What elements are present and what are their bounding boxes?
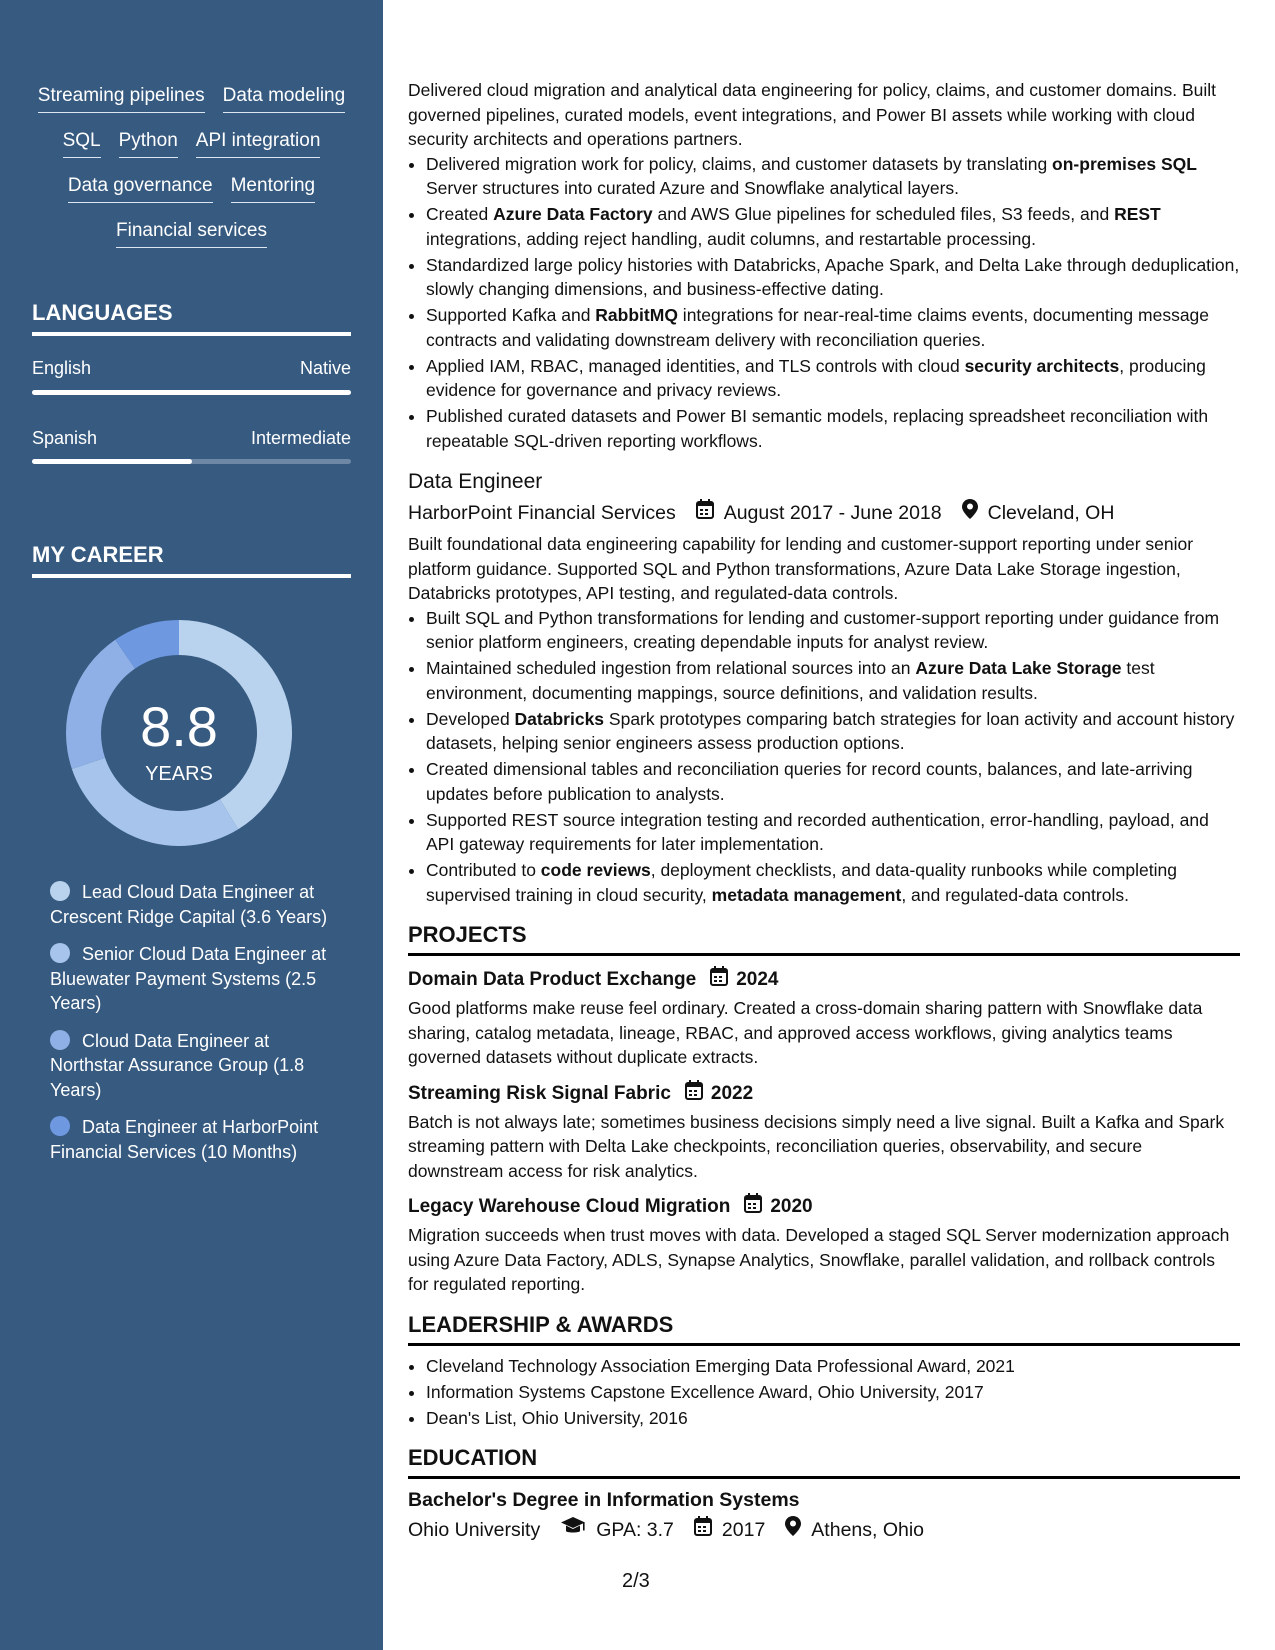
- experience-bullets: [408, 152, 1240, 454]
- experience-bullet: • Standardized large policy histories with Databricks, Apache Spark, and Delta Lake through deduplication, slowly changing dimensions, and business-effective dating.: [426, 253, 1240, 302]
- education-year: 2017: [721, 1518, 766, 1541]
- job-bullet: • Created dimensional tables and reconciliation queries for record counts, balances, and late-arriving updates before publication to analysts.: [426, 757, 1240, 806]
- job-company: HarborPoint Financial Services: [408, 501, 676, 524]
- project-title-row: [408, 1080, 1240, 1108]
- languages-heading: LANGUAGES: [32, 300, 351, 336]
- calendar-icon: [685, 1080, 703, 1108]
- language-bar-fill: [32, 459, 192, 464]
- calendar-icon: [710, 966, 728, 994]
- legend-dot-icon: [50, 943, 70, 963]
- experience-bullet: • Published curated datasets and Power BI semantic models, replacing spreadsheet reconciliation with repeatable SQL-driven reporting workflows.: [426, 404, 1240, 453]
- project-title: Legacy Warehouse Cloud Migration: [408, 1196, 731, 1217]
- career-legend-item: [50, 1115, 335, 1164]
- project-title: Streaming Risk Signal Fabric: [408, 1082, 671, 1104]
- job-title: Data Engineer: [408, 470, 543, 493]
- skill-tag: Data governance: [68, 175, 213, 203]
- language-bar-spanish: [32, 459, 351, 464]
- experience-bullet: • Delivered migration work for policy, claims, and customer datasets by translating on-premises SQL Server structures into curated Azure and Snowflake analytical layers.: [426, 152, 1240, 201]
- job-location: Cleveland, OH: [987, 501, 1115, 524]
- language-name: Spanish: [32, 428, 98, 448]
- project-description: Migration succeeds when trust moves with data. Developed a staged SQL Server modernization approach using Azure Data Factory, ADLS, Synapse Analytics, Snowflake, parallel validation, and rollback controls for regulated reporting.: [408, 1225, 1230, 1294]
- skills-row: [24, 130, 359, 158]
- main-content: [408, 78, 1240, 1549]
- projects-heading: PROJECTS: [408, 921, 1240, 956]
- language-bar-english: [32, 390, 351, 395]
- legend-dot-icon: [50, 881, 70, 901]
- career-heading: MY CAREER: [32, 542, 351, 578]
- skill-tag: Streaming pipelines: [38, 85, 205, 113]
- skills-row: [24, 85, 359, 113]
- language-bar-fill: [32, 390, 351, 395]
- skill-tag: Mentoring: [231, 175, 316, 203]
- career-legend-item: [50, 880, 335, 929]
- skills-row: [24, 175, 359, 203]
- career-donut-chart: [66, 620, 292, 846]
- career-legend-item: [50, 942, 335, 1016]
- skill-tag: API integration: [196, 130, 321, 158]
- education-heading: EDUCATION: [408, 1444, 1240, 1479]
- page-number: 2/3: [622, 1570, 650, 1592]
- project-description: Batch is not always late; sometimes business decisions simply need a live signal. Built a Kafka and Spark streaming pattern with Delta Lake checkpoints, reconciliation queries, observability, and secure downstream access for risk analytics.: [408, 1111, 1225, 1181]
- calendar-icon: [694, 1516, 712, 1543]
- language-row-english: [32, 358, 351, 379]
- project-year: 2022: [710, 1082, 754, 1104]
- language-name: English: [32, 358, 92, 378]
- job-bullet: • Developed Databricks Spark prototypes comparing batch strategies for loan activity and account history datasets, helping senior engineers assess production options.: [426, 707, 1240, 756]
- career-legend: [50, 880, 335, 1177]
- language-level: Native: [299, 358, 351, 378]
- location-pin-icon: [785, 1516, 801, 1543]
- skill-tag: Python: [119, 130, 178, 158]
- project-year: 2024: [736, 969, 779, 990]
- calendar-icon: [744, 1193, 762, 1221]
- career-legend-item: [50, 1029, 335, 1103]
- project-title-row: [408, 1193, 1240, 1221]
- skill-tag: Data modeling: [223, 85, 346, 113]
- career-legend-text: Lead Cloud Data Engineer at Crescent Ridge Capital (3.6 Years): [50, 882, 328, 927]
- award-item: • Dean's List, Ohio University, 2016: [426, 1406, 1240, 1431]
- language-level: Intermediate: [250, 428, 351, 448]
- career-legend-text: Senior Cloud Data Engineer at Bluewater Payment Systems (2.5 Years): [50, 944, 327, 1013]
- award-item: • Cleveland Technology Association Emerging Data Professional Award, 2021: [426, 1354, 1240, 1379]
- job-bullet: • Built SQL and Python transformations for lending and customer-support reporting under guidance from senior platform engineers, creating dependable inputs for analyst review.: [426, 606, 1240, 655]
- intro-paragraph: Delivered cloud migration and analytical data engineering for policy, claims, and customer domains. Built governed pipelines, curated models, event integrations, and Power BI assets while working with cloud security architects and operations partners.: [408, 80, 1217, 149]
- skill-tag: SQL: [63, 130, 101, 158]
- career-legend-text: Data Engineer at HarborPoint Financial Services (10 Months): [50, 1117, 319, 1162]
- legend-dot-icon: [50, 1116, 70, 1136]
- language-row-spanish: [32, 428, 351, 449]
- education-location: Athens, Ohio: [811, 1518, 925, 1541]
- location-pin-icon: [962, 499, 978, 526]
- sidebar: [0, 0, 383, 1650]
- skills-tags: [24, 85, 359, 265]
- project-description: Good platforms make reuse feel ordinary. Created a cross-domain sharing pattern with Snowflake data sharing, catalog metadata, lineage, RBAC, and approved access workflows, giving analytics teams governed datasets without duplicate extracts.: [408, 998, 1203, 1067]
- education-gpa: GPA: 3.7: [596, 1518, 674, 1541]
- career-total: 8.8: [140, 695, 218, 758]
- career-unit: YEARS: [145, 763, 213, 785]
- experience-bullet: • Created Azure Data Factory and AWS Glue pipelines for scheduled files, S3 feeds, and REST integrations, adding reject handling, audit columns, and restartable processing.: [426, 202, 1240, 251]
- skill-tag: Financial services: [116, 220, 267, 248]
- projects-list: [408, 966, 1240, 1297]
- job-summary: Built foundational data engineering capability for lending and customer-support reporting under senior platform guidance. Supported SQL and Python transformations, Azure Data Lake Storage ingestion, Databricks prototypes, API testing, and regulated-data controls.: [408, 534, 1194, 603]
- career-donut-segment: [66, 640, 135, 769]
- job-dates: August 2017 - June 2018: [723, 501, 942, 524]
- experience-bullet: • Supported Kafka and RabbitMQ integrations for near-real-time claims events, documenting message contracts and validating downstream delivery with reconciliation queries.: [426, 303, 1240, 352]
- award-item: • Information Systems Capstone Excellence Award, Ohio University, 2017: [426, 1380, 1240, 1405]
- job-bullet: • Supported REST source integration testing and recorded authentication, error-handling, payload, and API gateway requirements for later implementation.: [426, 808, 1240, 857]
- legend-dot-icon: [50, 1030, 70, 1050]
- education-degree: Bachelor's Degree in Information Systems: [408, 1489, 800, 1511]
- project-title: Domain Data Product Exchange: [408, 969, 697, 990]
- awards-heading: LEADERSHIP & AWARDS: [408, 1311, 1240, 1346]
- skills-row: [24, 220, 359, 248]
- job-meta: [408, 499, 1240, 526]
- job-bullet: • Maintained scheduled ingestion from relational sources into an Azure Data Lake Storage test environment, documenting mappings, source definitions, and validation results.: [426, 656, 1240, 705]
- project-year: 2020: [770, 1196, 813, 1217]
- job-bullets: [408, 606, 1240, 908]
- awards-list: [408, 1354, 1240, 1431]
- graduation-cap-icon: [560, 1516, 586, 1543]
- education-school: Ohio University: [408, 1518, 541, 1541]
- calendar-icon: [696, 499, 714, 526]
- education-meta: [408, 1516, 1240, 1543]
- project-title-row: [408, 966, 1240, 994]
- career-legend-text: Cloud Data Engineer at Northstar Assurance Group (1.8 Years): [50, 1030, 305, 1100]
- experience-bullet: • Applied IAM, RBAC, managed identities, and TLS controls with cloud security architects, producing evidence for governance and privacy reviews.: [426, 354, 1240, 403]
- job-bullet: • Contributed to code reviews, deployment checklists, and data-quality runbooks while completing supervised training in cloud security, metadata management, and regulated-data controls.: [426, 858, 1240, 907]
